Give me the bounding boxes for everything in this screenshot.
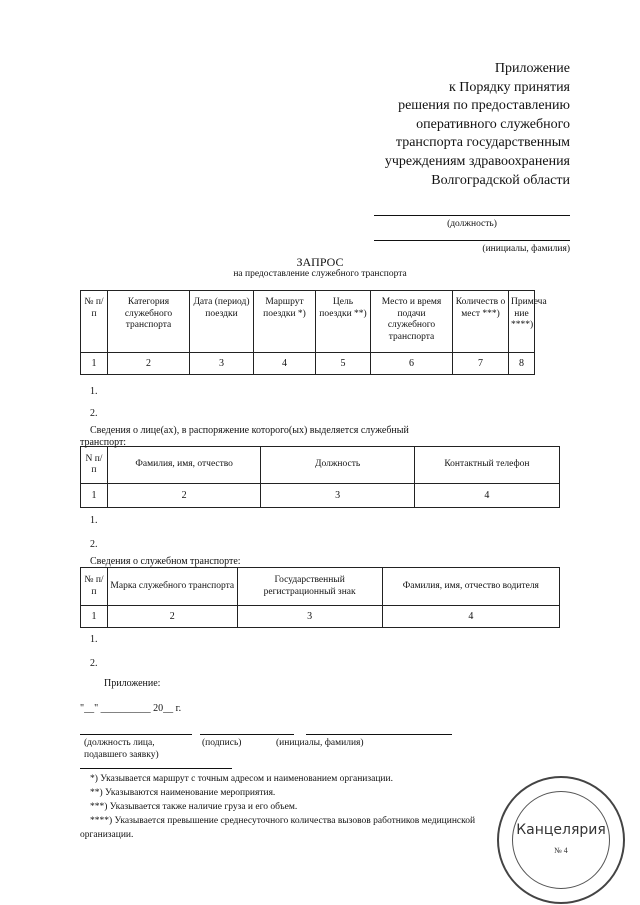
- header-cell: Фамилия, имя, отчество: [107, 447, 260, 484]
- table-header-row: [81, 291, 535, 353]
- column-number: 2: [107, 484, 260, 508]
- column-number: 7: [453, 353, 509, 375]
- office-stamp: [497, 776, 625, 904]
- header-cell: N п/п: [81, 447, 108, 484]
- header-cell: Количеств о мест ***): [453, 291, 509, 353]
- column-number: 6: [371, 353, 453, 375]
- column-number: 2: [107, 606, 237, 628]
- footnote: **) Указываются наименование мероприятия.: [90, 788, 276, 798]
- footnote-separator: [80, 768, 232, 769]
- appendix-header: [340, 60, 570, 190]
- attachment-label: Приложение:: [104, 678, 161, 689]
- persons-intro: Сведения о лице(ах), в распоряжение которого(ых) выделяется служебный: [90, 425, 409, 436]
- header-cell: № п/п: [81, 291, 108, 353]
- appendix-line: к Порядку принятия: [448, 79, 570, 95]
- column-number: 4: [254, 353, 316, 375]
- column-number: 3: [261, 484, 414, 508]
- table-header-row: [81, 447, 560, 484]
- list-item: 1.: [90, 386, 98, 397]
- column-number: 8: [509, 353, 535, 375]
- signature-position-line: [80, 734, 192, 735]
- stamp-number: № 4: [554, 846, 568, 855]
- header-cell: Государственный регистрационный знак: [237, 568, 382, 606]
- header-cell: Маршрут поездки *): [254, 291, 316, 353]
- header-cell: Примеча ние ****): [509, 291, 535, 353]
- persons-intro-cont: транспорт:: [80, 437, 127, 448]
- list-item: 2.: [90, 539, 98, 550]
- appendix-line: решения по предоставлению: [398, 98, 570, 114]
- addressee-name-caption: (инициалы, фамилия): [482, 244, 570, 254]
- list-item: 2.: [90, 408, 98, 419]
- column-number: 5: [316, 353, 371, 375]
- document-subtitle: на предоставление служебного транспорта: [233, 269, 407, 279]
- addressee-name-line: [374, 240, 570, 241]
- date-line: "__" __________ 20__ г.: [80, 703, 182, 714]
- header-cell: Фамилия, имя, отчество водителя: [382, 568, 559, 606]
- table-number-row: [81, 353, 535, 375]
- column-number: 4: [382, 606, 559, 628]
- document-title: ЗАПРОС: [296, 255, 344, 269]
- appendix-line: учреждениям здравоохранения: [384, 153, 570, 169]
- column-number: 1: [81, 484, 108, 508]
- appendix-line: оперативного служебного: [416, 116, 570, 132]
- signature-position-caption: (должность лица,: [84, 738, 155, 748]
- header-cell: Дата (период) поездки: [190, 291, 254, 353]
- header-cell: Марка служебного транспорта: [107, 568, 237, 606]
- table-number-row: [81, 606, 560, 628]
- column-number: 1: [81, 606, 108, 628]
- footnotes: [80, 772, 540, 842]
- column-number: 1: [81, 353, 108, 375]
- table-number-row: [81, 484, 560, 508]
- header-cell: Контактный телефон: [414, 447, 559, 484]
- table-header-row: [81, 568, 560, 606]
- header-cell: Категория служебного транспорта: [108, 291, 190, 353]
- footnote: ****) Указывается превышение среднесуточного количества вызовов работников медицинской: [90, 816, 476, 826]
- header-cell: № п/п: [81, 568, 108, 606]
- signature-name-line: [306, 734, 452, 735]
- signature-sign-caption: (подпись): [202, 738, 242, 748]
- vehicle-table: [80, 567, 560, 628]
- list-item: 1.: [90, 515, 98, 526]
- appendix-line: транспорта государственным: [395, 135, 570, 151]
- list-item: 2.: [90, 658, 98, 669]
- footnote: *) Указывается маршрут с точным адресом и наименованием организации.: [90, 774, 393, 784]
- column-number: 2: [108, 353, 190, 375]
- column-number: 3: [190, 353, 254, 375]
- signature-sign-line: [200, 734, 294, 735]
- header-cell: Место и время подачи служебного транспорта: [371, 291, 453, 353]
- persons-table: [80, 446, 560, 508]
- header-cell: Цель поездки **): [316, 291, 371, 353]
- footnote: ***) Указывается также наличие груза и его объем.: [90, 802, 298, 812]
- signature-position-caption-2: подавшего заявку): [84, 750, 159, 760]
- signature-name-caption: (инициалы, фамилия): [276, 738, 364, 748]
- header-cell: Должность: [261, 447, 414, 484]
- stamp-inner-ring: [512, 791, 610, 889]
- column-number: 4: [414, 484, 559, 508]
- request-table: [80, 290, 547, 375]
- appendix-line: Волгоградской области: [431, 172, 570, 188]
- column-number: 3: [237, 606, 382, 628]
- addressee-position-caption: (должность): [447, 219, 497, 229]
- appendix-line: Приложение: [494, 61, 570, 76]
- vehicle-intro: Сведения о служебном транспорте:: [90, 556, 241, 567]
- stamp-label: Канцелярия: [516, 822, 606, 838]
- footnote: организации.: [80, 830, 134, 840]
- list-item: 1.: [90, 634, 98, 645]
- addressee-position-line: [374, 215, 570, 216]
